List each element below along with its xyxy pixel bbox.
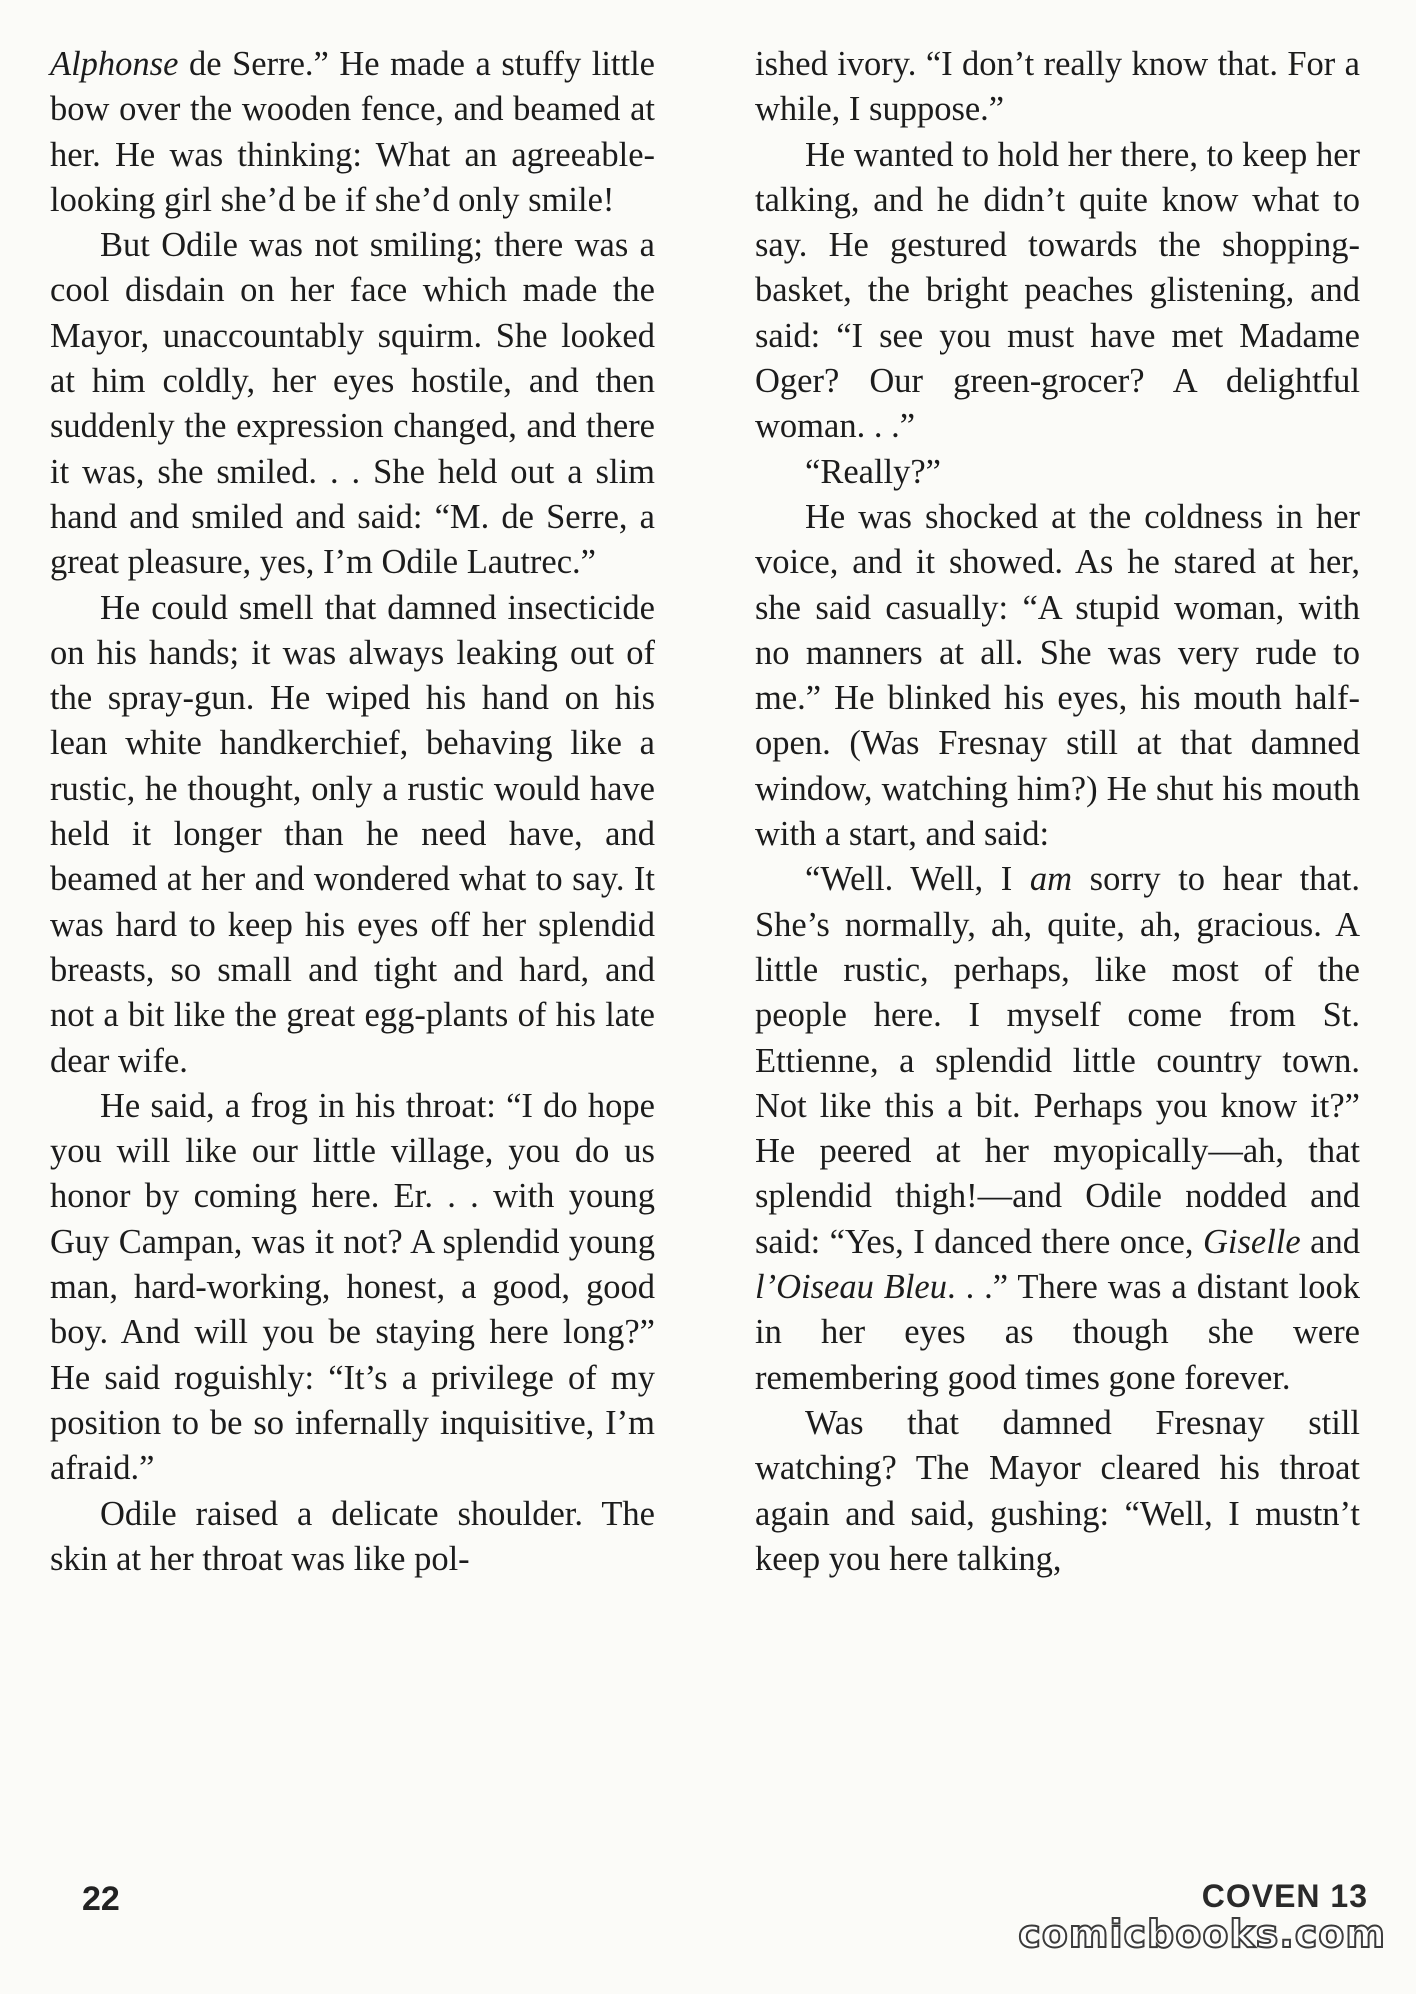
- paragraph: “Really?”: [805, 452, 941, 491]
- paragraph-text: de Serre.” He made a stuffy little bow over the wooden fence, and beamed at her. He was thinking: What an agreeable-looking girl she’d be if she’d only smile!: [50, 45, 655, 219]
- text-run: sorry to hear that. She’s normally, ah, quite, ah, gracious. A little rustic, perhaps, like most of the people here. I myself come from St. Ettienne, a splendid little country town. Not like this a bit. Perhaps you know it?” He peered at her myopically—ah, that splendid thigh!—and Odile nodded and said: “Yes, I danced there once,: [755, 860, 1360, 1261]
- italic-emphasis: am: [1029, 860, 1073, 899]
- paragraph: He could smell that damned insecticide on his hands; it was always leaking out of the spray-gun. He wiped his hand on his lean white handkerchief, behaving like a rustic, he thought, only a rustic would have held it longer than he need have, and beamed at her and wondered what to say. It was hard to keep his eyes off her splendid breasts, so small and tight and hard, and not a bit like the great egg-plants of his late dear wife.: [50, 588, 655, 1080]
- paragraph: Was that damned Fresnay still watching? The Mayor cleared his throat again and said, gushing: “Well, I mustn’t keep you here talking,: [755, 1403, 1360, 1578]
- italic-title: Giselle: [1202, 1222, 1301, 1261]
- text-run: “Well. Well, I: [805, 860, 1030, 899]
- italic-title: l’Oiseau Bleu: [755, 1268, 947, 1307]
- watermark: comicbooks.com: [1018, 1912, 1386, 1956]
- italic-name: Alphonse: [50, 45, 179, 83]
- paragraph: But Odile was not smiling; there was a cool disdain on her face which made the Mayor, unaccountably squirm. She looked at him coldly, her eyes hostile, and then suddenly the expression changed, and there it was, she smiled. . . She held out a slim hand and smiled and said: “M. de Serre, a great pleasure, yes, I’m Odile Lautrec.”: [50, 226, 655, 582]
- paragraph: [755, 857, 1360, 1401]
- paragraph: He was shocked at the coldness in her voice, and it showed. As he stared at her, she said casually: “A stupid woman, with no manners at all. She was very rude to me.” He blinked his eyes, his mouth half-open. (Was Fresnay still at that damned window, watching him?) He shut his mouth with a start, and said:: [755, 497, 1360, 854]
- paragraph: He said, a frog in his throat: “I do hope you will like our little village, you do us honor by coming here. Er. . . with young Guy Campan, was it not? A splendid young man, hard-working, honest, a good, good boy. And will you be staying here long?” He said roguishly: “It’s a privilege of my position to be so infernally inquisitive, I’m afraid.”: [50, 1086, 655, 1488]
- paragraph: ished ivory. “I don’t really know that. For a while, I suppose.”: [755, 45, 1360, 129]
- paragraph: He wanted to hold her there, to keep her talking, and he didn’t quite know what to say. He gestured towards the shopping-basket, the bright peaches glistening, and said: “I see you must have met Madame Oger? Our green-grocer? A delightful woman. . .”: [755, 135, 1360, 446]
- running-footer: COVEN 13: [1201, 1878, 1368, 1914]
- right-column: [755, 42, 1360, 1582]
- text-run: and: [1300, 1222, 1360, 1261]
- paragraph: Odile raised a delicate shoulder. The skin at her throat was like pol-: [50, 1494, 655, 1578]
- left-column: [50, 42, 655, 1582]
- paragraph: [50, 42, 655, 223]
- page-number: 22: [82, 1880, 120, 1918]
- text-run: . . .” There was a distant look in her eyes as though she were remembering good times gone forever.: [755, 1268, 1360, 1397]
